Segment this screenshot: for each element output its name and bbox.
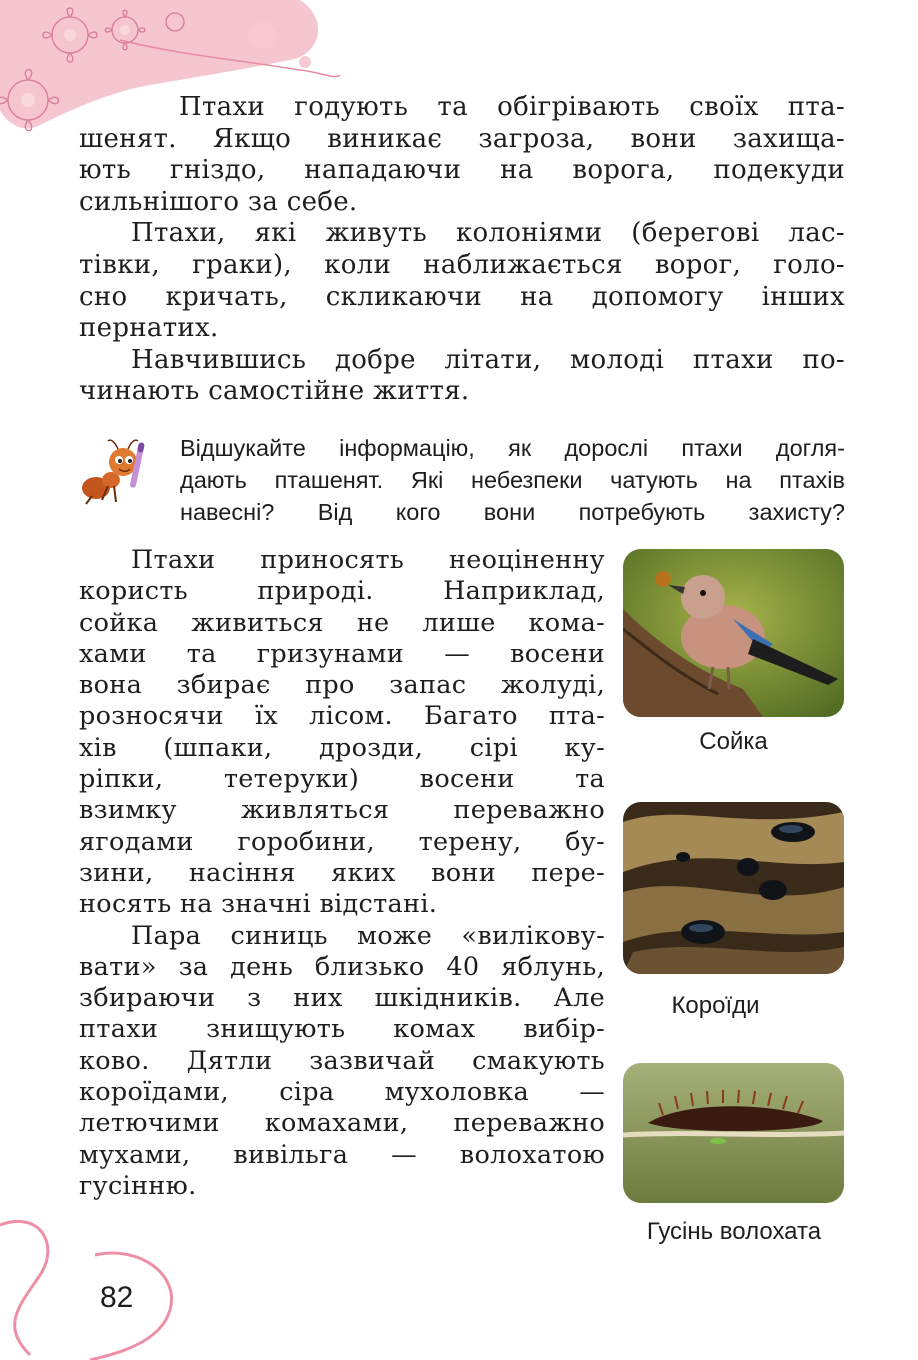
- task-line-2: дають пташенят. Які небезпеки чатують на птахів: [180, 467, 845, 493]
- page-number: 82: [100, 1281, 134, 1314]
- paragraph-4-line-1: Птахи приносять неоціненну: [131, 545, 605, 575]
- paragraph-4-line-12: носять на значні відстані.: [79, 889, 438, 920]
- paragraph-2-line-1: Птахи, які живуть колоніями (берегові лас-: [131, 218, 845, 249]
- swirl-decoration-bottom: [0, 1215, 190, 1360]
- paragraph-2-line-3: сно кричать, скликаючи на допомогу інших: [79, 281, 845, 312]
- paragraph-5-line-1: Пара синиць може «вилікову-: [131, 920, 605, 951]
- paragraph-5-line-3: збираючи з них шкідників. Але: [79, 983, 605, 1014]
- paragraph-2-line-4: пернатих.: [79, 313, 219, 344]
- main-text-block: [79, 545, 605, 1202]
- paragraph-5-line-7: летючими комахами, переважно: [79, 1108, 605, 1139]
- paragraph-4-line-5: вона збирає про запас жолуді,: [79, 670, 605, 701]
- paragraph-1-line-3: ють гніздо, нападаючи на ворога, подекуди: [79, 155, 845, 186]
- paragraph-2-line-2: тівки, граки), коли наближається ворог, голо-: [79, 249, 845, 280]
- paragraph-4-line-3: сойка живиться не лише кома-: [79, 607, 605, 638]
- paragraph-3-line-2: чинають самостійне життя.: [79, 376, 470, 407]
- paragraph-4-line-8: ріпки, тетеруки) восени та: [79, 764, 605, 795]
- ant-mascot-icon: [78, 436, 148, 508]
- paragraph-5-line-5: ково. Дятли зазвичай смакують: [79, 1045, 605, 1076]
- bark-beetles-caption: Короїди: [671, 992, 760, 1019]
- paragraph-4-line-10: ягодами горобини, терену, бу-: [79, 826, 605, 857]
- paragraph-3-line-1: Навчившись добре літати, молоді птахи по-: [131, 344, 845, 375]
- paragraph-4-line-7: хів (шпаки, дрозди, сірі ку-: [79, 732, 605, 763]
- task-text-block: [180, 432, 845, 528]
- paragraph-1-line-1: Птахи годують та обігрівають своїх пта-: [179, 92, 845, 122]
- caterpillar-photo: [623, 1063, 844, 1203]
- paragraph-5-line-2: вати» за день близько 40 яблунь,: [79, 951, 605, 982]
- task-line-3: навесні? Від кого вони потребують захисту?: [180, 499, 845, 525]
- intro-text-block: [79, 92, 845, 408]
- task-line-1: Відшукайте інформацію, як дорослі птахи догля-: [180, 435, 845, 461]
- paragraph-1-line-4: сильнішого за себе.: [79, 186, 358, 217]
- caterpillar-caption: Гусінь волохата: [646, 1218, 822, 1245]
- paragraph-4-line-9: взимку живляться переважно: [79, 795, 605, 826]
- paragraph-4-line-2: користь природі. Наприклад,: [79, 576, 605, 607]
- paragraph-5-line-4: птахи знищують комах вибір-: [79, 1014, 605, 1045]
- paragraph-5-line-9: гусінню.: [79, 1170, 197, 1201]
- jay-caption: Сойка: [699, 728, 768, 755]
- paragraph-4-line-4: хами та гризунами — восени: [79, 638, 605, 669]
- paragraph-4-line-11: зини, насіння яких вони пере-: [79, 857, 605, 888]
- paragraph-5-line-8: мухами, вивільга — волохатою: [79, 1139, 605, 1170]
- paragraph-4-line-6: розносячи їх лісом. Багато пта-: [79, 701, 605, 732]
- paragraph-1-line-2: шенят. Якщо виникає загроза, вони захища-: [79, 123, 845, 154]
- paragraph-5-line-6: короїдами, сіра мухоловка —: [79, 1077, 605, 1108]
- jay-photo: [623, 549, 844, 717]
- bark-beetles-photo: [623, 802, 844, 974]
